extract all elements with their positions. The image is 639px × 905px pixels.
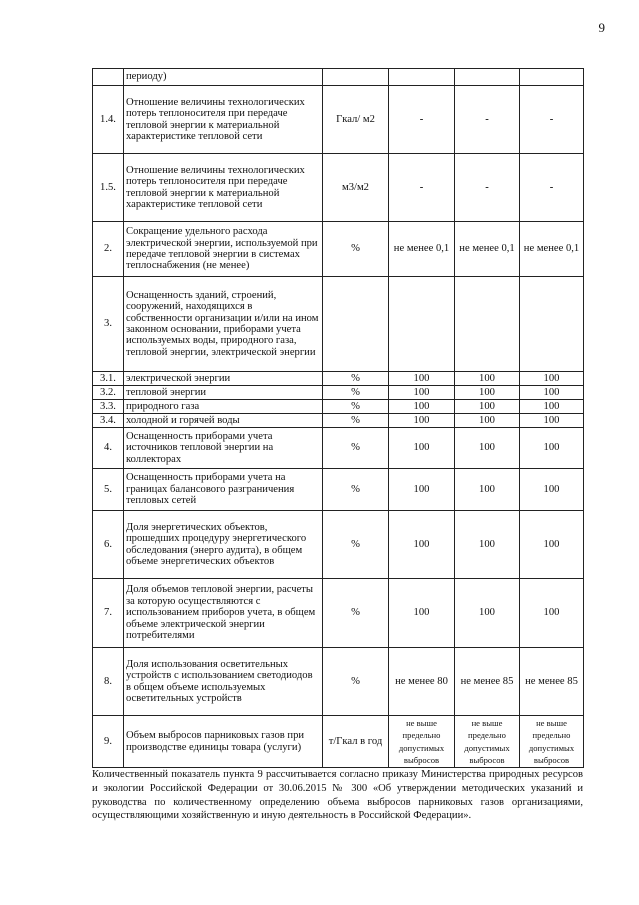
row-number: 3.3. [93, 400, 124, 414]
value-cell-1: - [389, 154, 455, 222]
value-cell-1: 100 [389, 579, 455, 648]
indicator-name: Оснащенность приборами учета источников тепловой энергии на коллекторах [124, 428, 323, 469]
indicator-name: Доля объемов тепловой энергии, расчеты за которую осуществляются с использованием приборов учета, в общем объеме электрической энергии потребителями [124, 579, 323, 648]
value-cell-3 [520, 69, 584, 86]
unit-cell: % [323, 400, 389, 414]
value-cell-3: не менее 85 [520, 648, 584, 716]
value-cell-2: - [455, 154, 520, 222]
row-number: 3. [93, 277, 124, 372]
indicator-name: Отношение величины технологических потерь теплоносителя при передаче тепловой энергии к материальной характеристике тепловой сети [124, 86, 323, 154]
indicators-table [92, 68, 584, 768]
value-cell-3 [520, 277, 584, 372]
row-number [93, 69, 124, 86]
value-cell-3: 100 [520, 469, 584, 511]
value-cell-3: 100 [520, 579, 584, 648]
table-row [93, 469, 584, 511]
unit-cell: % [323, 428, 389, 469]
value-cell-2: 100 [455, 579, 520, 648]
value-cell-2: 100 [455, 428, 520, 469]
unit-cell: % [323, 414, 389, 428]
row-number: 7. [93, 579, 124, 648]
indicator-name: электрической энергии [124, 372, 323, 386]
unit-cell: м3/м2 [323, 154, 389, 222]
row-number: 1.4. [93, 86, 124, 154]
indicator-name: тепловой энергии [124, 386, 323, 400]
indicator-name: Сокращение удельного расхода электрической энергии, используемой при передаче тепловой энергии в системах теплоснабжения (не менее) [124, 222, 323, 277]
value-cell-2: 100 [455, 511, 520, 579]
indicator-name: Объем выбросов парниковых газов при производстве единицы товара (услуги) [124, 716, 323, 768]
indicator-name: Доля энергетических объектов, прошедших процедуру энергетического обследования (энерго аудита), в общем объеме энергетических объектов [124, 511, 323, 579]
table-row [93, 69, 584, 86]
table-row [93, 222, 584, 277]
unit-cell [323, 69, 389, 86]
footnote: Количественный показатель пункта 9 рассчитывается согласно приказу Министерства природных ресурсов и экологии Российской Федерации от 30.06.2015 № 300 «Об утверждении методических указаний и руководства по количественному определению объема выбросов парниковых газов организациями, осуществляющими хозяйственную и иную деятельность в Российской Федерации». [92, 769, 583, 822]
value-cell-3: 100 [520, 414, 584, 428]
value-cell-2: не выше предельно допустимых выбросов [455, 716, 520, 768]
value-cell-3: 100 [520, 428, 584, 469]
page-number: 9 [598, 20, 605, 35]
value-cell-2: 100 [455, 372, 520, 386]
value-cell-3: не менее 0,1 [520, 222, 584, 277]
table-row [93, 277, 584, 372]
row-number: 3.2. [93, 386, 124, 400]
row-number: 8. [93, 648, 124, 716]
row-number: 3.4. [93, 414, 124, 428]
unit-cell: % [323, 386, 389, 400]
value-cell-2 [455, 277, 520, 372]
value-cell-2: 100 [455, 400, 520, 414]
unit-cell [323, 277, 389, 372]
table-row [93, 579, 584, 648]
value-cell-1 [389, 69, 455, 86]
value-cell-1: 100 [389, 428, 455, 469]
table-row [93, 414, 584, 428]
value-cell-1: не менее 80 [389, 648, 455, 716]
row-number: 4. [93, 428, 124, 469]
table-row [93, 86, 584, 154]
row-number: 5. [93, 469, 124, 511]
value-cell-3: 100 [520, 386, 584, 400]
indicator-name: Отношение величины технологических потерь теплоносителя при передаче тепловой энергии к материальной характеристике тепловой сети [124, 154, 323, 222]
row-number: 2. [93, 222, 124, 277]
row-number: 6. [93, 511, 124, 579]
table-row [93, 386, 584, 400]
table-row [93, 716, 584, 768]
row-number: 9. [93, 716, 124, 768]
value-cell-1: не менее 0,1 [389, 222, 455, 277]
value-cell-3: - [520, 86, 584, 154]
value-cell-3: не выше предельно допустимых выбросов [520, 716, 584, 768]
value-cell-3: 100 [520, 511, 584, 579]
value-cell-2: 100 [455, 414, 520, 428]
value-cell-2: 100 [455, 469, 520, 511]
value-cell-3: 100 [520, 400, 584, 414]
table-row [93, 154, 584, 222]
unit-cell: % [323, 222, 389, 277]
unit-cell: % [323, 469, 389, 511]
value-cell-3: - [520, 154, 584, 222]
unit-cell: т/Гкал в год [323, 716, 389, 768]
value-cell-1: 100 [389, 414, 455, 428]
value-cell-1 [389, 277, 455, 372]
indicator-name: холодной и горячей воды [124, 414, 323, 428]
unit-cell: Гкал/ м2 [323, 86, 389, 154]
indicator-name: Доля использования осветительных устройств с использованием светодиодов в общем объеме используемых осветительных устройств [124, 648, 323, 716]
indicator-name: природного газа [124, 400, 323, 414]
value-cell-1: 100 [389, 511, 455, 579]
value-cell-1: 100 [389, 386, 455, 400]
value-cell-1: 100 [389, 469, 455, 511]
unit-cell: % [323, 511, 389, 579]
value-cell-2: не менее 85 [455, 648, 520, 716]
table-row [93, 372, 584, 386]
value-cell-1: не выше предельно допустимых выбросов [389, 716, 455, 768]
indicator-name: периоду) [124, 69, 323, 86]
unit-cell: % [323, 579, 389, 648]
row-number: 3.1. [93, 372, 124, 386]
value-cell-2: - [455, 86, 520, 154]
table-row [93, 428, 584, 469]
table-row [93, 511, 584, 579]
value-cell-1: 100 [389, 372, 455, 386]
value-cell-2: 100 [455, 386, 520, 400]
table-row [93, 400, 584, 414]
indicator-name: Оснащенность приборами учета на границах балансового разграничения тепловых сетей [124, 469, 323, 511]
indicator-name: Оснащенность зданий, строений, сооружений, находящихся в собственности организации и/или на ином законном основании, приборами учета используемых воды, природного газа, тепловой энергии, электрической энергии [124, 277, 323, 372]
value-cell-3: 100 [520, 372, 584, 386]
value-cell-1: - [389, 86, 455, 154]
value-cell-2 [455, 69, 520, 86]
value-cell-2: не менее 0,1 [455, 222, 520, 277]
table-row [93, 648, 584, 716]
unit-cell: % [323, 648, 389, 716]
value-cell-1: 100 [389, 400, 455, 414]
unit-cell: % [323, 372, 389, 386]
row-number: 1.5. [93, 154, 124, 222]
